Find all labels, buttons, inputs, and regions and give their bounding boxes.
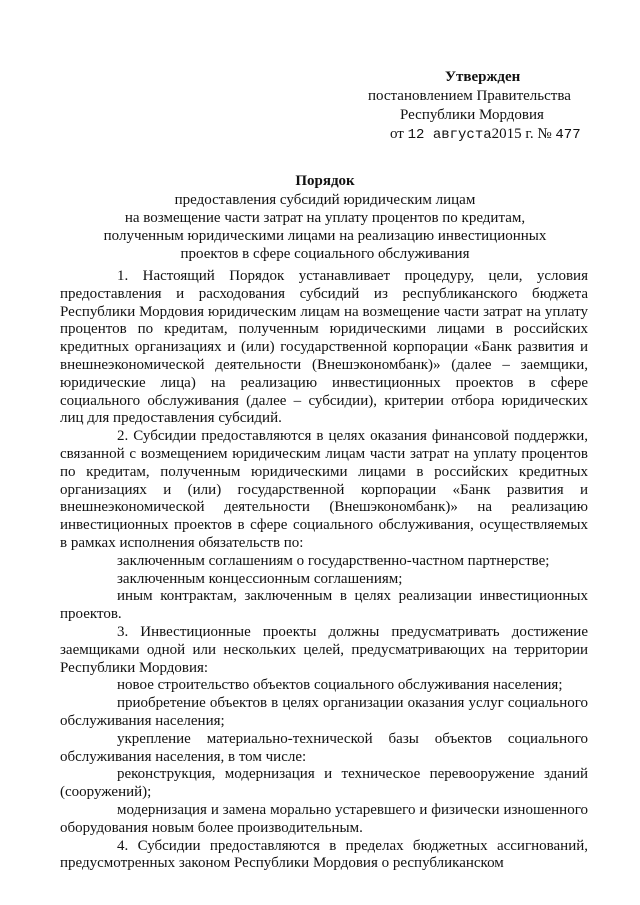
approval-line-2: Республики Мордовия — [400, 107, 544, 123]
list-item-ppp-agreements: заключенным соглашениям о государственно-частном партнерстве; — [117, 552, 550, 569]
approval-number-prefix: № — [537, 126, 552, 142]
approval-stamp — [360, 68, 610, 145]
approval-number: 477 — [555, 127, 581, 143]
approval-date-year: 2015 г. — [491, 126, 534, 142]
document-body — [60, 268, 588, 873]
list-item-concession-agreements: заключенным концессионным соглашениям; — [117, 570, 403, 587]
list-item-other-contracts: иным контрактам, заключенным в целях реализации инвестиционных проектов. — [60, 588, 588, 623]
approval-line-1: постановлением Правительства — [368, 88, 571, 104]
heading-line: предоставления субсидий юридическим лицам — [174, 192, 476, 208]
document-title: Порядок — [295, 173, 355, 189]
list-item-acquisition: приобретение объектов в целях организации оказания услуг социального обслуживания населения; — [60, 695, 588, 729]
document-heading — [60, 172, 590, 263]
list-item-reconstruction: реконструкция, модернизация и техническое перевооружение зданий (сооружений); — [60, 766, 588, 801]
approval-date-line — [360, 125, 610, 145]
list-item-new-construction: новое строительство объектов социального обслуживания населения; — [117, 677, 563, 694]
approval-title: Утвержден — [445, 69, 521, 85]
list-item-strengthening-base: укрепление материально-технической базы объектов социального обслуживания населения, в том числе: — [60, 730, 588, 765]
paragraph-1: 1. Настоящий Порядок устанавливает процедуру, цели, условия предоставления и расходования субсидий из республиканского бюджета Республики Мордовия юридическим лицам на возмещение части затрат на уплату процентов по кредитам, полученным юридическими лицами в российских кредитных организациях и (или) государственной корпорации «Банк развития и внешнеэкономической деятельности (Внешэкономбанк)» (далее – заемщики, юридические лица) на реализацию инвестиционных проектов в сфере социального обслуживания (далее – субсидии), критерии отбора юридических лиц для предоставления субсидий. — [60, 268, 588, 427]
list-item-modernization: модернизация и замена морально устаревшего и физически изношенного оборудования новым более производительным. — [60, 801, 588, 836]
heading-line: проектов в сфере социального обслуживания — [180, 246, 470, 262]
approval-date-day-month: 12 августа — [407, 127, 492, 143]
paragraph-2: 2. Субсидии предоставляются в целях оказания финансовой поддержки, связанной с возмещением юридическим лицам части затрат на уплату процентов по кредитам, полученным юридическими лицами в российских кредитных организациях и (или) государственной корпорации «Банк развития и внешнеэкономической деятельности (Внешэкономбанк)» на реализацию инвестиционных проектов в сфере социального обслуживания, осуществляемых в рамках исполнения обязательств по: — [60, 428, 588, 551]
paragraph-4: 4. Субсидии предоставляются в пределах бюджетных ассигнований, предусмотренных законом Республики Мордовия о республиканском — [60, 837, 588, 872]
paragraph-3: 3. Инвестиционные проекты должны предусматривать достижение заемщиками одной или нескольких целей, предусматривающих на территории Республики Мордовия: — [60, 623, 588, 676]
heading-line: полученным юридическими лицами на реализацию инвестиционных — [103, 228, 547, 244]
heading-line: на возмещение части затрат на уплату процентов по кредитам, — [124, 210, 526, 226]
approval-date-prefix: от — [390, 126, 404, 142]
